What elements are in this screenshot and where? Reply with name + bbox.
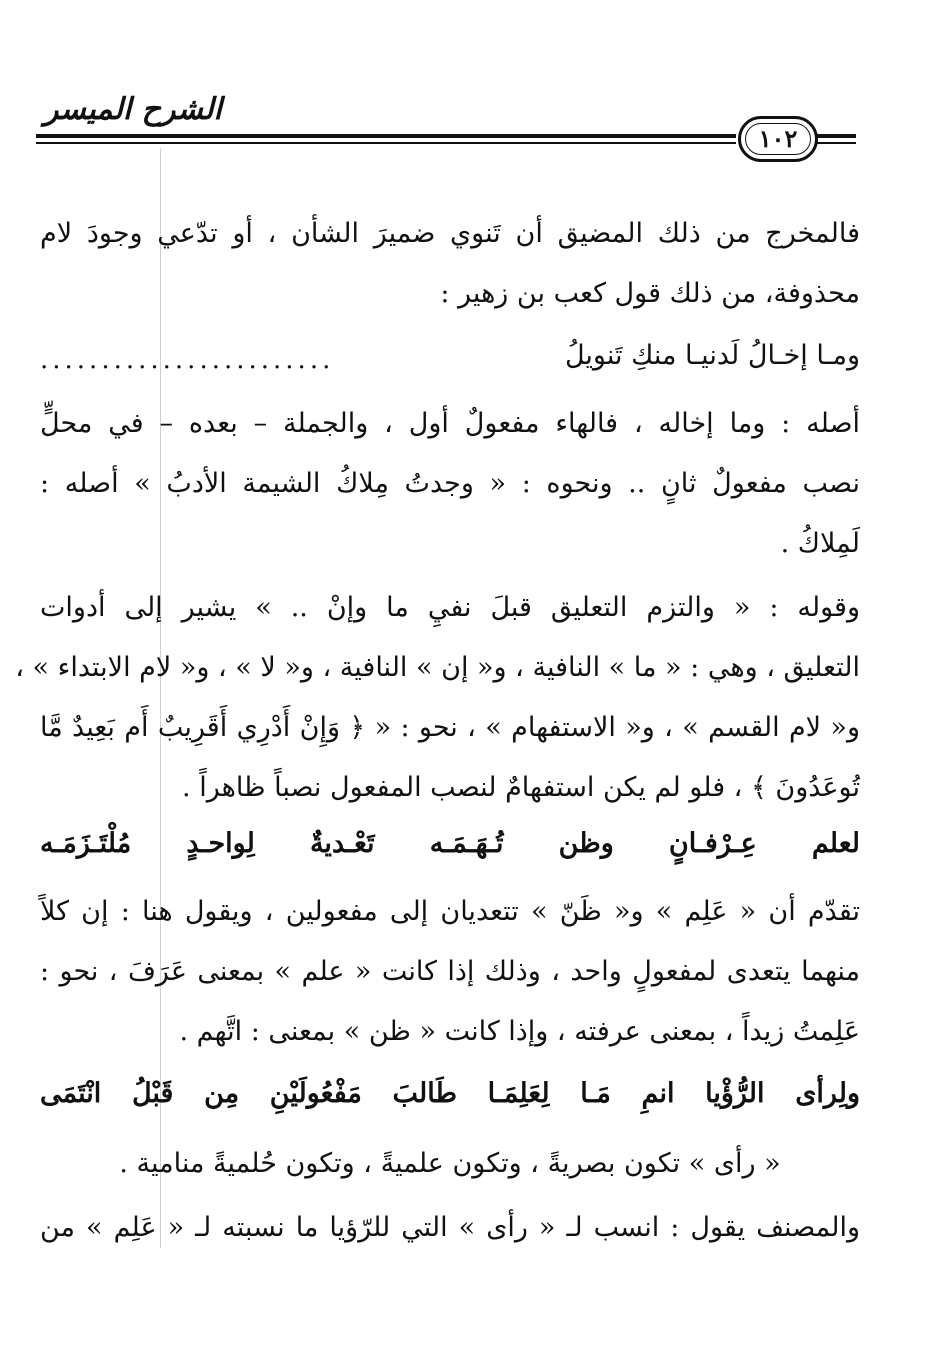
verse-1-dots: ........................ bbox=[40, 345, 335, 375]
header-rule-right-thick bbox=[816, 134, 856, 138]
page-number-badge bbox=[738, 116, 818, 162]
verse-3: ولِرأى الرُّؤْيا انمِ مَـا لِعَلِمَـا طَالبَ مَفْعُولَيْنِ مِن قَبْلُ انْتَمَى bbox=[40, 1078, 860, 1109]
page-header bbox=[36, 92, 856, 172]
paragraph-4-line-3: عَلِمتُ زيداً ، بمعنى عرفته ، وإذا كانت « ظن » بمعنى : اتَّهم . bbox=[179, 1016, 860, 1047]
paragraph-6-line-1: والمصنف يقول : انسب لـ « رأى » التي للرّؤيا ما نسبته لـ « عَلِم » من bbox=[40, 1212, 860, 1243]
paragraph-4-line-1: تقدّم أن « عَلِم » و« ظَنّ » تتعديان إلى مفعولين ، ويقول هنا : إن كلاً bbox=[40, 896, 860, 927]
page-number: ١٠٢ bbox=[758, 124, 798, 153]
paragraph-4-line-2: منهما يتعدى لمفعولٍ واحد ، وذلك إذا كانت « علم » بمعنى عَرَفَ ، نحو : bbox=[40, 956, 860, 987]
header-rule-right-thin bbox=[816, 142, 856, 144]
paragraph-2-line-1: أصله : وما إخاله ، فالهاء مفعولٌ أول ، والجملة – بعده – في محلٍّ bbox=[40, 408, 860, 439]
paragraph-3-line-4: تُوعَدُونَ ﴾ ، فلو لم يكن استفهامٌ لنصب المفعول نصباً ظاهراً . bbox=[182, 772, 860, 803]
paragraph-2-line-3: لَمِلاكُ . bbox=[780, 528, 860, 559]
paragraph-3-line-3: و« لام القسم » ، و« الاستفهام » ، نحو : « ﴿ وَإِنْ أَدْرِي أَقَرِيبٌ أَم بَعِيدٌ مَّا bbox=[40, 712, 860, 743]
paragraph-2-line-2: نصب مفعولٌ ثانٍ .. ونحوه : « وجدتُ مِلاكُ الشيمة الأدبُ » أصله : bbox=[40, 468, 860, 499]
verse-2: لعلم عِـرْفـانٍ وظن تُـهَـمَـه تَعْـديةٌ لِواحـدٍ مُلْتَـزَمَـه bbox=[40, 828, 860, 859]
header-rule-thick bbox=[36, 134, 736, 138]
header-rule-thin bbox=[36, 142, 736, 144]
paragraph-5-line-1: « رأى » تكون بصريةً ، وتكون علميةً ، وتكون حُلميةً منامية . bbox=[119, 1148, 781, 1179]
page-number-badge-inner bbox=[745, 123, 811, 155]
paragraph-3-line-2: التعليق ، وهي : « ما » النافية ، و« إن » النافية ، و« لا » ، و« لام الابتداء » ، bbox=[15, 652, 860, 683]
book-title: الشرح الميسر bbox=[44, 92, 222, 127]
paragraph-1-line-1: فالمخرج من ذلك المضيق أن تَنوي ضميرَ الشأن ، أو تدّعي وجودَ لام bbox=[40, 218, 860, 249]
paragraph-1-line-2: محذوفة، من ذلك قول كعب بن زهير : bbox=[440, 278, 860, 309]
verse-1-text: ومـا إخـالُ لَدنيـا منكِ تَنويلُ bbox=[564, 340, 860, 371]
paragraph-3-line-1: وقوله : « والتزم التعليق قبلَ نفيِ ما وإنْ .. » يشير إلى أدوات bbox=[40, 592, 860, 623]
